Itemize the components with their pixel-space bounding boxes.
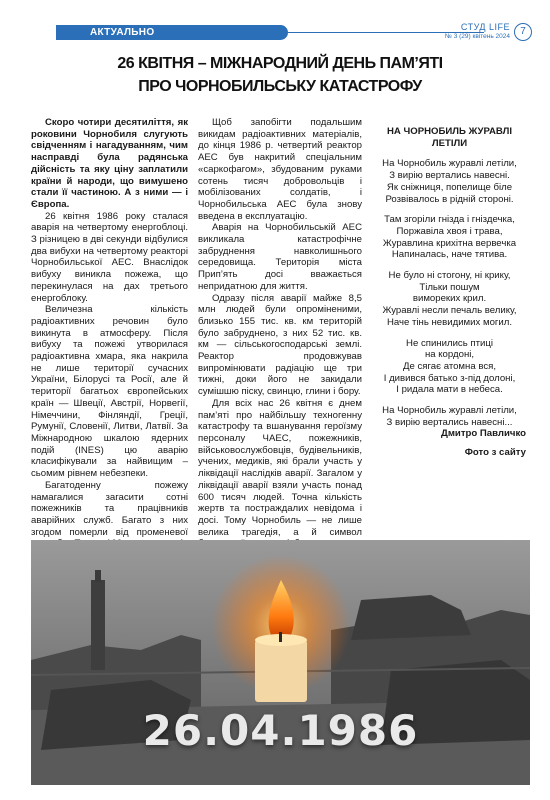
poem-line: Не спинились птиці xyxy=(406,337,493,349)
column-2 xyxy=(198,117,362,562)
poem-line: Наче тінь невидимих могил. xyxy=(386,316,513,328)
article-title-line-2: ПРО ЧОРНОБИЛЬСЬКУ КАТАСТРОФУ xyxy=(138,78,422,95)
poem-stanza xyxy=(373,270,526,329)
poem-line: Журавлі несли печаль велику, xyxy=(382,305,517,317)
poem-line: Журавлина крихітна вервечка xyxy=(382,237,517,249)
paragraph: Аварія на Чорнобильській АЕС викликала катастрофічне забруднення навколишнього середовища. Територія міста Прип’ять досі вважається непридатною для життя. xyxy=(198,222,362,292)
poem-author: Дмитро Павличко xyxy=(440,428,526,440)
poem-line: Поржавіла хвоя і трава, xyxy=(396,225,503,237)
paragraph: Багатоденну пожежу намагалися загасити сотні пожежників та працівників аварійних служб. Багато з них згодом померли від променевої xyxy=(31,479,188,538)
poem-line: Напиналась, наче тятива. xyxy=(391,249,508,261)
poem-line: вимореких крил. xyxy=(412,293,487,305)
poem-line: На Чорнобиль журавлі летіли, xyxy=(382,158,517,170)
poem-line: Де сягає атомна вся, xyxy=(403,360,496,372)
article-lead: Скоро чотири десятиліття, як роковини Чорнобиля слугують свідченням і нагадуванням, чим насправді була радянська дійсність та яку ціну заплатили країни й народи, що вимушено стали її частиною. А з ними — і Європа. xyxy=(31,117,188,210)
poem-line: І дивився батько з-під долоні, xyxy=(383,372,516,384)
poem-line: на кордоні, xyxy=(424,349,475,361)
poem-title: НА ЧОРНОБИЛЬ ЖУРАВЛІ ЛЕТІЛИ xyxy=(386,126,513,149)
paragraph: Щоб запобігти подальшим викидам радіоактивних матеріалів, до кінця 1986 р. четвертий реактор АЕС був накритий спеціальним «саркофагом», збудованим руками сотень тисяч добровольців і мобілізованих солдатів, і Чорнобильська АЕС була знову введена в експлуатацію. xyxy=(198,117,362,222)
poem-line: І ридала мати в небеса. xyxy=(396,384,503,396)
column-3 xyxy=(373,117,526,459)
paragraph: 26 квітня 1986 року сталася аварія на четвертому енергоблоці. З різницею в дві секунди відбулися два вибухи на четвертому реакторі Чорнобильської АЕС. Внаслідок вибуху виникла пожежа, що перекинулася на дах третього енергоблоку. xyxy=(31,210,188,304)
poem-line: Не було ні стогону, ні крику, xyxy=(388,270,511,282)
paragraph: Одразу після аварії майже 8,5 млн людей були опроміненими, близько 155 тис. кв. км територій було забруднено, з них 52 тис. кв. км — сільськогосподарські землі. Реактор продовжував випромінювати радіацію ще три тижні, доки його не закидали сумішшю піску, свинцю, глини і бору. xyxy=(198,292,362,398)
poem-body xyxy=(373,158,526,428)
poem-stanza xyxy=(373,158,526,205)
poem-line: На Чорнобиль журавлі летіли, xyxy=(382,405,517,417)
paragraph: Величезна кількість радіоактивних речовин було викинута в атмосферу. Після вибуху та пожежі утворилася радіоактивна хмара, яка накрила не лише території сучасних України, Білорусі та Росії, але й території багатьох європейських країн — Швеції, Австрії, Норвегії, Німеччини, Фінляндії, Греції, Румунії, Словенії, Литви, Латвії. За Міжнародною шкалою ядерних подій (INES) цю аварію класифікували за найвищим – сьомим рівнем небезпеки. xyxy=(31,304,188,480)
poem-stanza xyxy=(373,338,526,397)
column-1 xyxy=(31,117,188,573)
section-tab: АКТУАЛЬНО xyxy=(56,25,288,40)
photo-credit: Фото з сайту xyxy=(464,447,526,459)
poem-line: Тільки пошум xyxy=(419,281,480,293)
poem-line: Розвівалось в рідній стороні. xyxy=(385,193,514,205)
poem-line: Там згоріли гнізда і гніздечка, xyxy=(384,214,515,226)
chernobyl-photo xyxy=(31,540,530,785)
page-number: 7 xyxy=(514,23,532,41)
poem-stanza xyxy=(373,214,526,261)
magazine-name: СТУД LIFE xyxy=(460,22,510,32)
issue-info: № 3 (29) квітень 2024 xyxy=(444,33,510,40)
poem-line: З вирію вертались навесні... xyxy=(386,416,513,428)
poem-stanza xyxy=(373,405,526,428)
article-title-line-1: 26 КВІТНЯ – МІЖНАРОДНИЙ ДЕНЬ ПАМ’ЯТІ xyxy=(117,55,443,72)
paragraph: Для всіх нас 26 квітня є днем пам’яті про найбільшу техногенну катастрофу та вшанування героїзму персоналу ЧАЕС, пожежників, військовослужбовців, будівельників, учених, медиків, які брали участь у ліквідації наслідків аварії. Загалом у ліквідації аварії взяли участь понад 600 тисяч людей. Точна кількість жертв та постраждалих невідома і досі. Тому Чорнобиль — не лише велика трагедія, а й символ xyxy=(198,397,362,538)
poem-line: З вирію вертались навесні. xyxy=(389,170,510,182)
poem-line: Як сніжниця, попелище біле xyxy=(386,181,513,193)
photo-date-overlay: 26.04.1986 xyxy=(142,706,419,755)
